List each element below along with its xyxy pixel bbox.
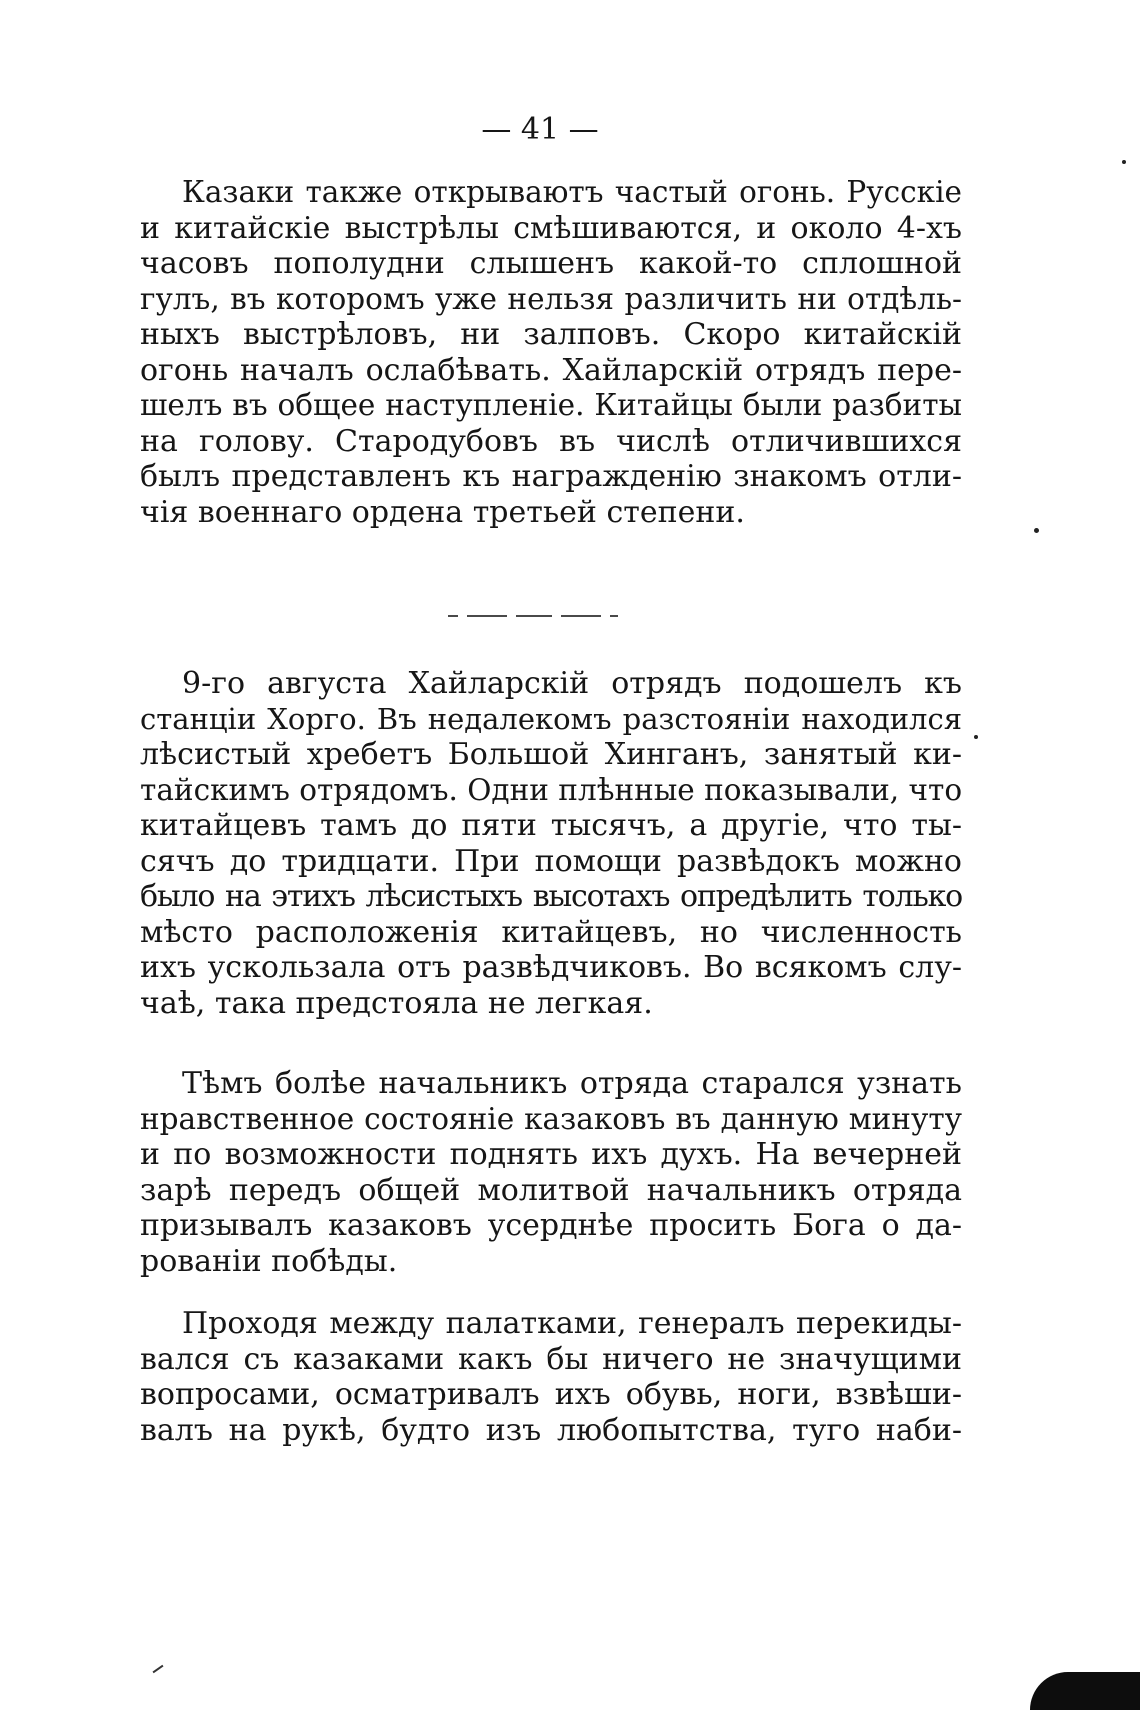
text-line: нравственное состояніе казаковъ въ данную минуту bbox=[140, 1101, 962, 1136]
text-line: зарѣ передъ общей молитвой начальникъ отряда bbox=[140, 1172, 962, 1208]
scan-speck bbox=[1034, 528, 1039, 533]
text-line: Проходя между палатками, генералъ перекиды- bbox=[182, 1306, 962, 1341]
text-line: рованіи побѣды. bbox=[140, 1243, 398, 1279]
scan-speck bbox=[974, 735, 978, 739]
text-line: мѣсто расположенія китайцевъ, но численность bbox=[140, 914, 962, 950]
text-line: призывалъ казаковъ усерднѣе просить Бога о да- bbox=[140, 1208, 962, 1243]
text-line: станціи Хорго. Въ недалекомъ разстояніи находился bbox=[140, 701, 962, 736]
text-line: чія военнаго ордена третьей степени. bbox=[140, 494, 745, 530]
text-line: чаѣ, така предстояла не легкая. bbox=[140, 985, 653, 1021]
text-line: и китайскіе выстрѣлы смѣшиваются, и около 4-хъ bbox=[140, 210, 962, 246]
text-line: ныхъ выстрѣловъ, ни залповъ. Скоро китайскій bbox=[140, 317, 962, 352]
text-line: Тѣмъ болѣе начальникъ отряда старался узнать bbox=[182, 1066, 962, 1101]
text-line: 9-го августа Хайларскій отрядъ подошелъ къ bbox=[182, 666, 962, 701]
paragraph-1 bbox=[140, 175, 962, 530]
paragraph-2 bbox=[140, 666, 962, 1021]
text-line: китайцевъ тамъ до пяти тысячъ, а другіе, что ты- bbox=[140, 808, 962, 843]
text-line: часовъ пополудни слышенъ какой-то сплошной bbox=[140, 246, 962, 281]
text-line: гулъ, въ которомъ уже нельзя различить ни отдѣль- bbox=[140, 281, 962, 316]
text-line: валъ на рукѣ, будто изъ любопытства, туго наби- bbox=[140, 1412, 962, 1448]
text-line: лѣсистый хребетъ Большой Хинганъ, занятый ки- bbox=[140, 737, 962, 772]
paragraph-3 bbox=[140, 1066, 962, 1279]
text-line: шелъ въ общее наступленіе. Китайцы были разбиты bbox=[140, 388, 962, 422]
text-line: Казаки также открываютъ частый огонь. Русскіе bbox=[182, 175, 962, 209]
text-line: тайскимъ отрядомъ. Одни плѣнные показывали, что bbox=[140, 772, 963, 807]
scan-smudge bbox=[1030, 1672, 1140, 1710]
paragraph-4 bbox=[140, 1306, 962, 1448]
text-line: былъ представленъ къ награжденію знакомъ отли- bbox=[140, 459, 962, 494]
text-line: вопросами, осматривалъ ихъ обувь, ноги, взвѣши- bbox=[140, 1377, 962, 1412]
text-line: и по возможности поднять ихъ духъ. На вечерней bbox=[140, 1137, 962, 1172]
text-line: вался съ казаками какъ бы ничего не значущими bbox=[140, 1341, 962, 1377]
text-line: огонь началъ ослабѣвать. Хайларскій отрядъ пере- bbox=[140, 352, 962, 388]
section-separator bbox=[448, 612, 618, 620]
text-line: было на этихъ лѣсистыхъ высотахъ опредѣлить только bbox=[140, 879, 962, 914]
text-line: на голову. Стародубовъ въ числѣ отличившихся bbox=[140, 423, 962, 459]
scan-speck bbox=[1122, 160, 1126, 164]
page-number: — 41 — bbox=[481, 112, 599, 147]
text-line: ихъ ускользала отъ развѣдчиковъ. Во всякомъ слу- bbox=[140, 950, 962, 985]
text-line: сячъ до тридцати. При помощи развѣдокъ можно bbox=[140, 843, 962, 879]
scan-mark bbox=[153, 1665, 164, 1674]
